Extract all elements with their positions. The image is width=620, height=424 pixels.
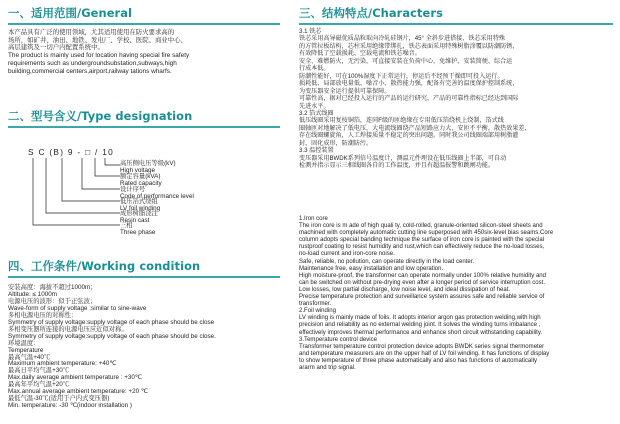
model-label-capacity: 额定容量(kVA) Rated capacity bbox=[120, 173, 162, 187]
features-heading: 三、结构特点/Characters bbox=[299, 6, 443, 20]
model-label-resin: 成形树脂浇注 Resin cast bbox=[120, 210, 158, 224]
features-heading-rule bbox=[299, 23, 613, 25]
features-body-en: 1.Iron core The iron core is m ade of high quali ty, cold-rolled, granule-oriented silicon-steel sheets and machined with completely automatic cutting line superposed with 450six-level bias seams.Core column adopts special banding technique the surface of iron core is painted with the special rustproof coating to resist humidity and rust,which can effectively reduce the no-load losses, no-load current and iron-core noise. Safe, reliable, no pollution, can operate directly in the load center. Maintenance free, easy installation and low operation. High moisture-proof, the transformer can operate normally under 100% relative humidity and can be switched on without pre-drying even after a longer period of service interruption cost. Low losses, low partial discharge, low noise level, and ideal dissipation of heat. Precise temperature protection and surveillance system assures safe and reliable service of transformer. 2.Foil winding LV winding is mainly made of foils. It adopts interior argon gas protection welding,with high precision and reliability as no external welding joint. It solves the winding turns imbalance , effectively improves thermal performance and enhance short circuit withstanding capability. 3.Temperature control device Transformer temperature control protection device adopts BWDK series signal thermometer and temperature measurers are on the upper half of LV foil winding. It has functions of display to show temperature of three phase automatically and also has functions of automatically ararm and trip signal. bbox=[299, 216, 554, 371]
scope-body: 本产品具有广泛的使用领域，尤其适用使用在防火要求高的 场所，如矿井、油田、地铁、发电厂、学校、医院、商业中心、 高层建筑及一切户内配置系统中。 The product is mainly used for location having special fire safety requirements such as undergroundsubstation,subways,high building,commercial centers,airport,railway tations wharfs. bbox=[8, 29, 190, 75]
scope-heading: 一、适用范围/General bbox=[8, 6, 133, 20]
model-label-design: 设计序号 Code of performance level bbox=[120, 186, 194, 200]
model-code: S C (B) 9 - □ / 10 bbox=[28, 147, 115, 157]
conditions-body: 安装高度：海拔不超过1000m； Altitude: ≤ 1000m 电源电压的波形：似于正弦波； Wave-form of supply voltage :similar to sine-wave 多相电源电压的对称性： Symmetry of supply voltage:supply voltage of each phase should be close 多相变压器所连接的电源电压应近似对称。 Symmetry of supply voltage:supply voltage of each phase should be close. 环境温度： Temperature 最高气温+40℃ Maximum ambient temperature: +40℃ 最高日平均气温+30℃ Max.daily average ambient temperature : +30℃ 最高年平均气温+20℃ Max.annual average ambient temperature: +20 ℃ 最低气温-30℃(适用于户内式变压器) Min. temperature: -30 ℃(indoor installation ) bbox=[8, 284, 216, 410]
conditions-heading-rule bbox=[8, 276, 280, 278]
conditions-heading: 四、工作条件/Working condition bbox=[8, 259, 201, 273]
features-body-cn: 3.1 铁芯 铁芯采用高导磁优质晶粒取向冷轧硅钢片，45° 全斜步进搭接，铁芯采用特殊 的方管拉板结构，芯柱采用绝缘带绑扎，铁芯表面采用特殊树脂涂覆以防潮防锈， 有效降低了空载损耗、空载电流和铁芯噪音。 安全、难燃防火，无污染，可直接安装在负荷中心，免维护、安装简便、综合运 行成本低。 防潮性能好，可在100%湿度下正常运行，停运后不经预干燥即可投入运行。 损耗低、局部放电量低、噪音小、散热能力强，配备有完善的温度保护控制系统， 为变压器安全运行提供可靠保障。 可靠性高，据对已经投入运行的产品的运行研究，产品的可靠性指标已经达到国际 先进水平。 3.2 箔式线圈 低压线圈采用复按铜箔，连同F级的匝绝缘在专用低压箔绕机上绕制，箔式线 圈轴匝对地解决了低电压，大电流线圈绕产品短路应力大，安匝不平衡，散热效果差， 存在线圈螺旋角，人工焊接质量不稳定的突出问题。同时我公司线圈端部用树脂灌 封，固化成形，防潮防污。 3.3 温控装置 变压器采用BWDK系列信号温度计，测温元件埋设在低压线圈上半部，可自动 检测并指示显示三相线圈各自的工作温度，并且有超温报警和跳闸功能。 bbox=[299, 28, 531, 170]
model-label-foil: 低压箔式绕组 LV foil winding bbox=[120, 198, 161, 212]
model-label-voltage: 高压侧电压等级(kV) High voltage bbox=[120, 160, 176, 174]
model-label-phase: 三相 Three phase bbox=[120, 222, 156, 236]
model-heading: 二、型号含义/Type designation bbox=[8, 109, 193, 123]
